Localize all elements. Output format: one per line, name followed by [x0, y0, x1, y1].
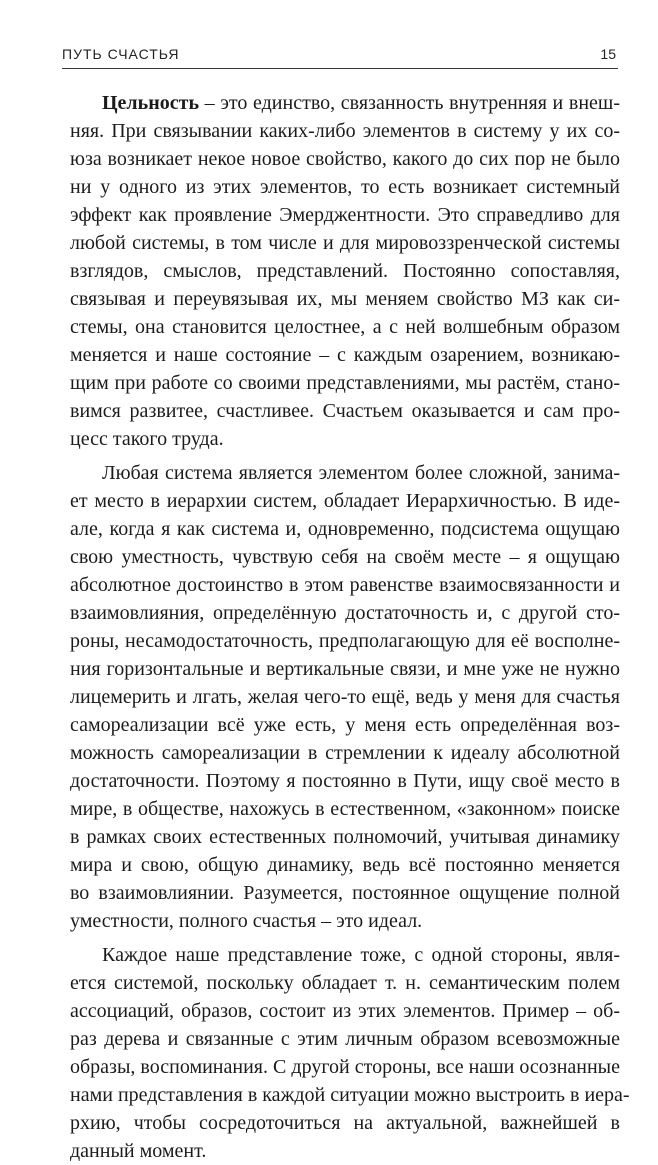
text-line: щим при работе со своими представлениями, мы растём, стано-: [70, 372, 620, 394]
text-line: цесс такого труда.: [70, 428, 224, 450]
text-line: мира и свою, общую динамику, ведь всё постоянно меняется: [70, 854, 620, 876]
bold-term: Цельность: [102, 92, 200, 114]
text-line: ет место в иерархии систем, обладает Иерархичностью. В иде-: [70, 490, 620, 512]
text-line-rest: – это единство, связанность внутренняя и внеш-: [199, 92, 620, 114]
text-line: ется системой, поскольку обладает т. н. семантическим полем: [70, 972, 620, 994]
text-line: меняется и наше состояние – с каждым озарением, возникаю-: [70, 344, 620, 366]
text-line: раз дерева и связанные с этим личным образом всевозможные: [70, 1028, 620, 1050]
text-line: рхию, чтобы сосредоточиться на актуальной, важнейшей в: [70, 1112, 620, 1134]
text-line: ассоциаций, образов, состоит из этих элементов. Пример – об-: [70, 1000, 620, 1022]
text-line: абсолютное достоинство в этом равенстве взаимосвязанности и: [70, 574, 620, 596]
text-line: образы, воспоминания. С другой стороны, все наши осознанные: [70, 1056, 620, 1078]
running-title: ПУТЬ СЧАСТЬЯ: [62, 46, 180, 62]
text-line: ни у одного из этих элементов, то есть возникает системный: [70, 176, 620, 198]
paragraph: [70, 941, 630, 1165]
text-line: взаимовлияния, определённую достаточность и, с другой сто-: [70, 602, 620, 624]
text-line: можность самореализации в стремлении к идеалу абсолютной: [70, 742, 620, 764]
page-number: 15: [600, 46, 616, 62]
text-line: свою уместность, чувствую себя на своём месте – я ощущаю: [70, 546, 620, 568]
body-text: [70, 89, 630, 1165]
paragraph: [70, 89, 620, 453]
text-line: данный момент.: [70, 1140, 207, 1162]
paragraph: [70, 459, 620, 935]
text-line: няя. При связывании каких-либо элементов в систему у их со-: [70, 120, 620, 142]
text-line: связывая и переувязывая их, мы меняем свойство МЗ как си-: [70, 288, 620, 310]
text-line: любой системы, в том числе и для мировоззренческой системы: [70, 232, 620, 254]
text-line: але, когда я как система и, одновременно, подсистема ощущаю: [70, 518, 620, 540]
text-line: эффект как проявление Эмерджентности. Это справедливо для: [70, 204, 620, 226]
text-line: Каждое наше представление тоже, с одной стороны, явля-: [102, 944, 620, 966]
text-line: нами представления в каждой ситуации можно выстроить в иера-: [70, 1084, 630, 1106]
text-line: ния горизонтальные и вертикальные связи, и мне уже не нужно: [70, 658, 620, 680]
text-line: лицемерить и лгать, желая чего-то ещё, ведь у меня для счастья: [70, 686, 620, 708]
text-line: в рамках своих естественных полномочий, учитывая динамику: [70, 826, 620, 848]
text-line: вимся развитее, счастливее. Счастьем оказывается и сам про-: [70, 400, 620, 422]
running-header: [62, 44, 618, 69]
text-line: Любая система является элементом более сложной, занима-: [102, 462, 620, 484]
text-line: взглядов, смыслов, представлений. Постоянно сопоставляя,: [70, 260, 620, 282]
text-line: мире, в обществе, нахожусь в естественном, «законном» поиске: [70, 798, 620, 820]
text-line: роны, несамодостаточность, предполагающую для её восполне-: [70, 630, 620, 652]
text-line: [70, 89, 620, 117]
text-line: юза возникает некое новое свойство, какого до сих пор не было: [70, 148, 620, 170]
text-line: самореализации всё уже есть, у меня есть определённая воз-: [70, 714, 620, 736]
text-line: во взаимовлиянии. Разумеется, постоянное ощущение полной: [70, 882, 620, 904]
text-line: стемы, она становится целостнее, а с ней волшебным образом: [70, 316, 620, 338]
text-line: уместности, полного счастья – это идеал.: [70, 910, 423, 932]
text-line: достаточности. Поэтому я постоянно в Пути, ищу своё место в: [70, 770, 620, 792]
